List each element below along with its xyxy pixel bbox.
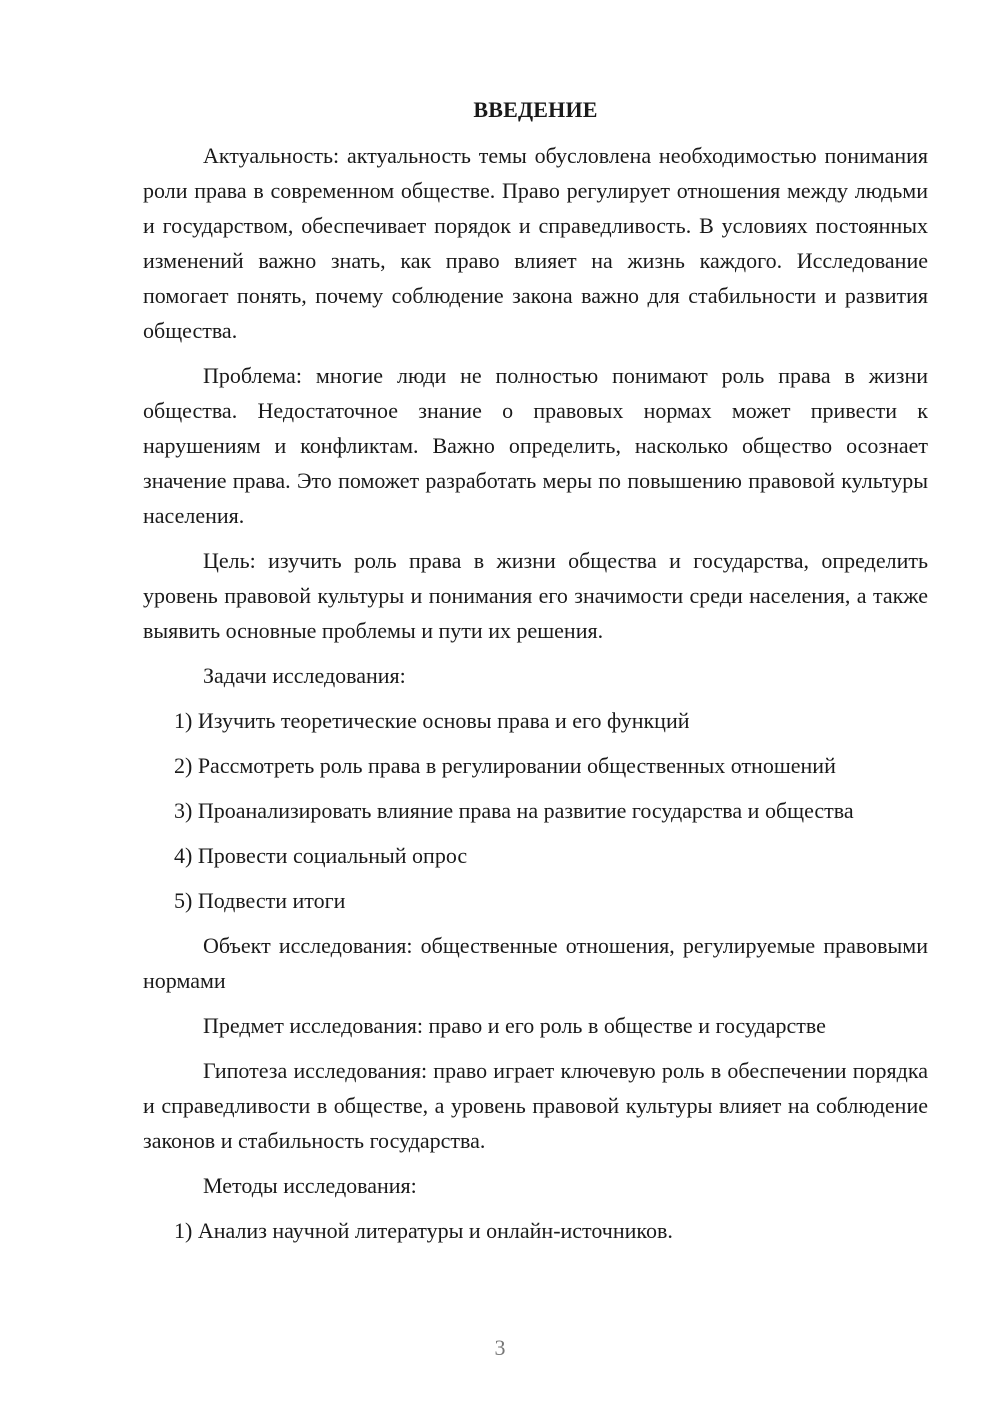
hypothesis-paragraph: Гипотеза исследования: право играет ключевую роль в обеспечении порядка и справедливости в обществе, а уровень правовой культуры влияет на соблюдение законов и стабильность государства. [143, 1058, 928, 1153]
tasks-heading: Задачи исследования: [203, 663, 406, 688]
methods-heading: Методы исследования: [203, 1173, 417, 1198]
subject-paragraph: Предмет исследования: право и его роль в обществе и государстве [203, 1013, 826, 1038]
task-item: 1) Изучить теоретические основы права и его функций [174, 708, 690, 733]
task-item: 5) Подвести итоги [174, 888, 346, 913]
goal-paragraph: Цель: изучить роль права в жизни общества и государства, определить уровень правовой культуры и понимания его значимости среди населения, а также выявить основные проблемы и пути их решения. [143, 548, 928, 643]
document-title: ВВЕДЕНИЕ [473, 97, 598, 122]
method-item: 1) Анализ научной литературы и онлайн-источников. [174, 1218, 673, 1243]
task-item: 2) Рассмотреть роль права в регулировании общественных отношений [174, 753, 836, 778]
task-item: 4) Провести социальный опрос [174, 843, 468, 868]
tasks-list [143, 703, 928, 918]
task-item: 3) Проанализировать влияние права на развитие государства и общества [174, 798, 854, 823]
document-page [143, 94, 928, 1258]
object-paragraph: Объект исследования: общественные отношения, регулируемые правовыми нормами [143, 933, 928, 993]
relevance-paragraph: Актуальность: актуальность темы обусловлена необходимостью понимания роли права в современном обществе. Право регулирует отношения между людьми и государством, обеспечивает порядок и справедливость. В условиях постоянных изменений важно знать, как право влияет на жизнь каждого. Исследование помогает понять, почему соблюдение закона важно для стабильности и развития общества. [143, 143, 928, 343]
page-number: 3 [494, 1335, 506, 1360]
problem-paragraph: Проблема: многие люди не полностью понимают роль права в жизни общества. Недостаточное знание о правовых нормах может привести к нарушениям и конфликтам. Важно определить, насколько общество осознает значение права. Это поможет разработать меры по повышению правовой культуры населения. [143, 363, 928, 528]
methods-list [143, 1213, 928, 1248]
